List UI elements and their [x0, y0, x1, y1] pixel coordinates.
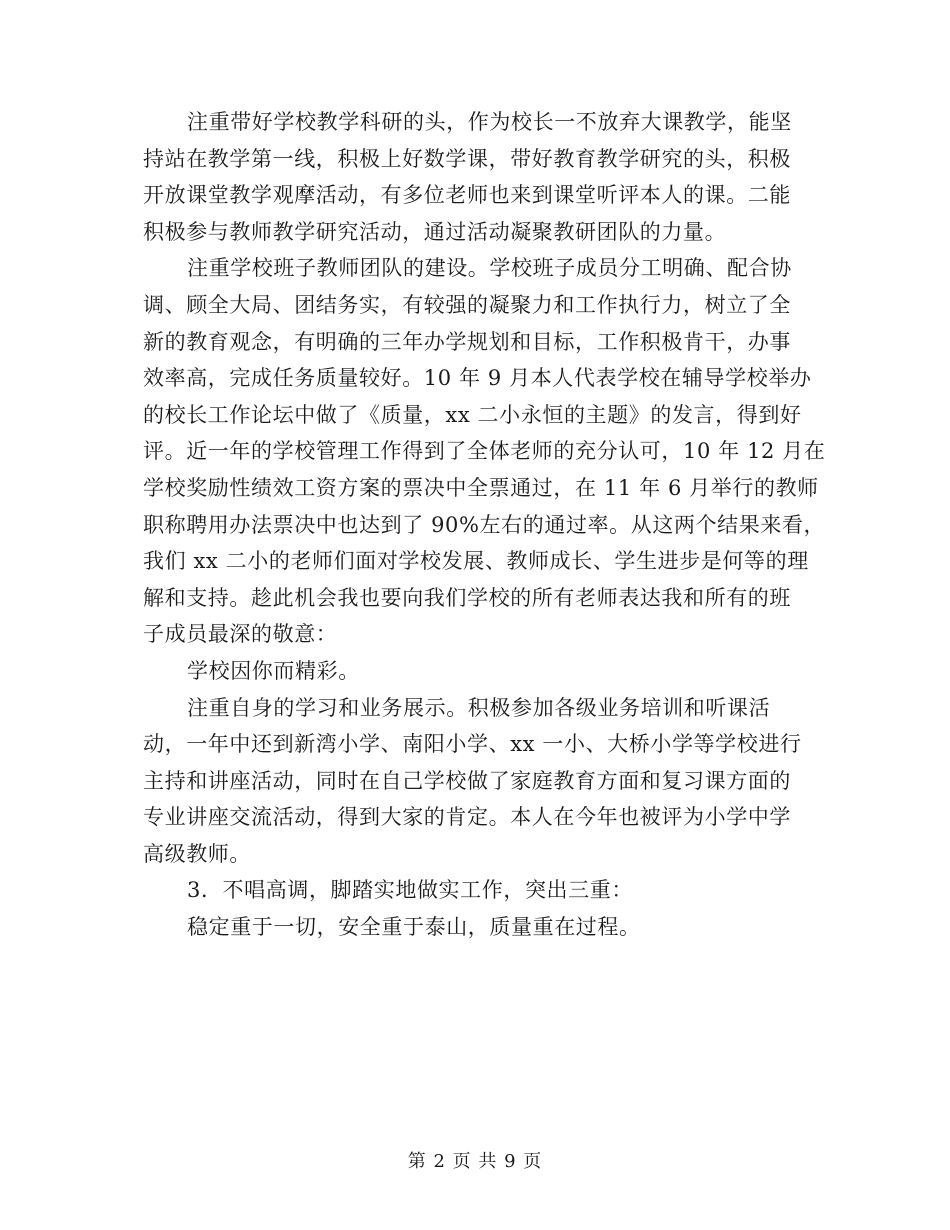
paragraph-line: 调、顾全大局、团结务实，有较强的凝聚力和工作执行力，树立了全 [143, 292, 791, 317]
paragraph-line: 注重带好学校教学科研的头，作为校长一不放弃大课教学，能坚 [187, 110, 792, 134]
paragraph-line: 注重自身的学习和业务展示。积极参加各级业务培训和听课活 [187, 695, 771, 720]
paragraph-line: 专业讲座交流活动，得到大家的肯定。本人在今年也被评为小学中学 [143, 805, 791, 830]
paragraph-line: 职称聘用办法票决中也达到了 90%左右的通过率。从这两个结果来看， [143, 512, 826, 537]
page-number-footer: 第 2 页 共 9 页 [407, 1151, 543, 1172]
paragraph-line: 子成员最深的敬意： [143, 622, 338, 647]
paragraph-line: 解和支持。趁此机会我也要向我们学校的所有老师表达我和所有的班 [143, 585, 791, 610]
paragraph-line: 我们 xx 二小的老师们面对学校发展、教师成长、学生进步是何等的理 [143, 549, 809, 574]
paragraph-line: 动，一年中还到新湾小学、南阳小学、xx 一小、大桥小学等学校进行 [143, 732, 802, 757]
paragraph-line: 学校奖励性绩效工资方案的票决中全票通过，在 11 年 6 月举行的教师 [143, 475, 819, 500]
paragraph-line: 持站在教学第一线，积极上好数学课，带好教育教学研究的头，积极 [143, 146, 791, 171]
paragraph-line: 新的教育观念，有明确的三年办学规划和目标，工作积极肯干，办事 [143, 329, 791, 354]
paragraph-line: 积极参与教师教学研究活动，通过活动凝聚教研团队的力量。 [143, 219, 727, 244]
paragraph-line: 高级教师。 [143, 841, 251, 866]
paragraph-line: 评。近一年的学校管理工作得到了全体老师的充分认可，10 年 12 月在 [143, 439, 826, 464]
body-text [143, 104, 826, 946]
paragraph-line: 稳定重于一切，安全重于泰山，质量重在过程。 [187, 915, 641, 940]
paragraph-line: 注重学校班子教师团队的建设。学校班子成员分工明确、配合协 [187, 256, 792, 281]
paragraph-line: 的校长工作论坛中做了《质量，xx 二小永恒的主题》的发言，得到好 [143, 402, 802, 427]
paragraph-line: 主持和讲座活动，同时在自己学校做了家庭教育方面和复习课方面的 [143, 768, 791, 793]
paragraph-line: 效率高，完成任务质量较好。10 年 9 月本人代表学校在辅导学校举办 [143, 366, 812, 391]
paragraph-line: 学校因你而精彩。 [187, 658, 360, 683]
paragraph-line: 开放课堂教学观摩活动，有多位老师也来到课堂听评本人的课。二能 [143, 183, 791, 208]
paragraph-line: 3．不唱高调，脚踏实地做实工作，突出三重： [187, 878, 633, 903]
